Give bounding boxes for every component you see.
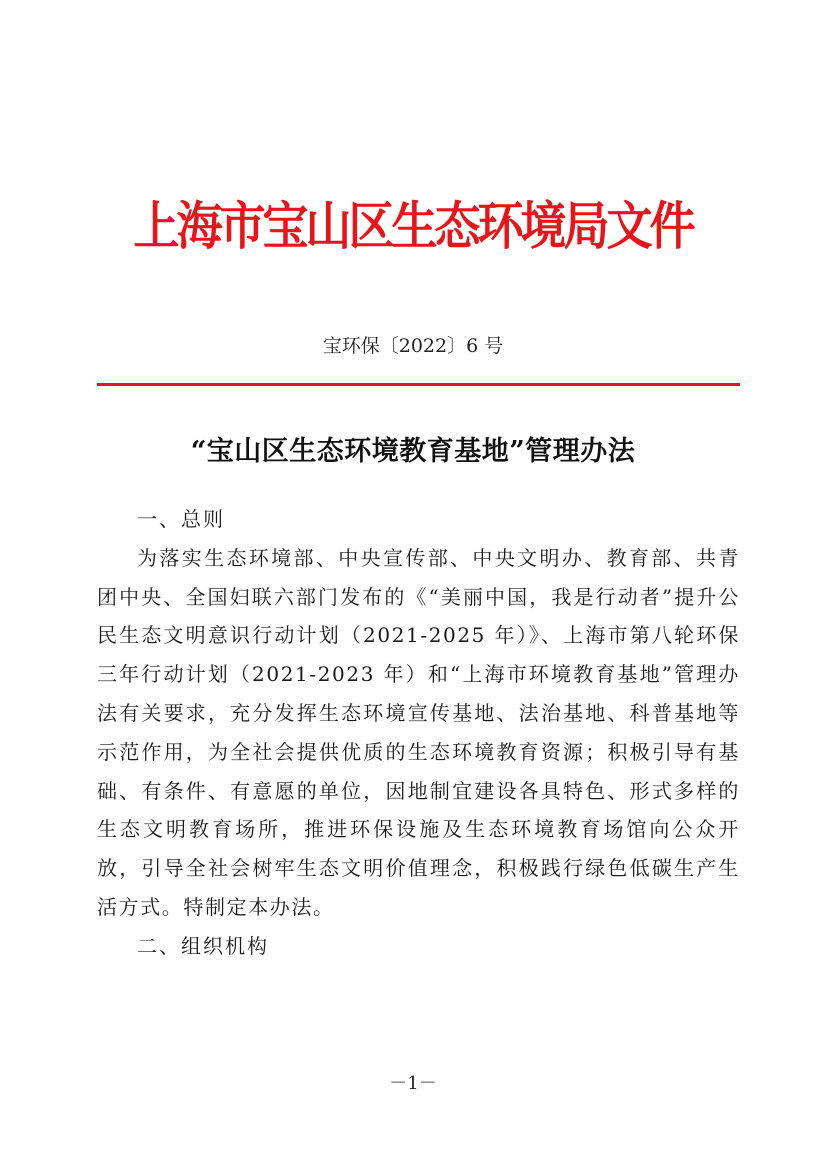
document-number: 宝环保〔2022〕6 号 [322, 335, 504, 357]
issuer-header: 上海市宝山区生态环境局文件 [133, 195, 693, 257]
section-heading-general: 一、总则 [137, 507, 225, 531]
red-divider-line [97, 383, 740, 386]
section-paragraph-general: 为落实生态环境部、中央宣传部、中央文明办、教育部、共青团中央、全国妇联六部门发布的《“美丽中国，我是行动者”提升公民生态文明意识行动计划（2021-2025 年）》、上海市第八轮环保三年行动计划（2021-2023 年）和“上海市环境教育基地”管理办法有关要求，充分发挥生态环境宣传基地、法治基地、科普基地等示范作用，为全社会提供优质的生态环境教育资源；积极引导有基础、有条件、有意愿的单位，因地制宜建设各具特色、形式多样的生态文明教育场所，推进环保设施及生态环境教育场馆向公众开放，引导全社会树牢生态文明价值理念，积极践行绿色低碳生产生活方式。特制定本办法。 [97, 545, 740, 919]
document-title: “宝山区生态环境教育基地”管理办法 [190, 436, 636, 467]
document-body [97, 500, 740, 966]
page-number: －1－ [389, 1073, 437, 1094]
section-heading-organization: 二、组织机构 [137, 933, 269, 958]
